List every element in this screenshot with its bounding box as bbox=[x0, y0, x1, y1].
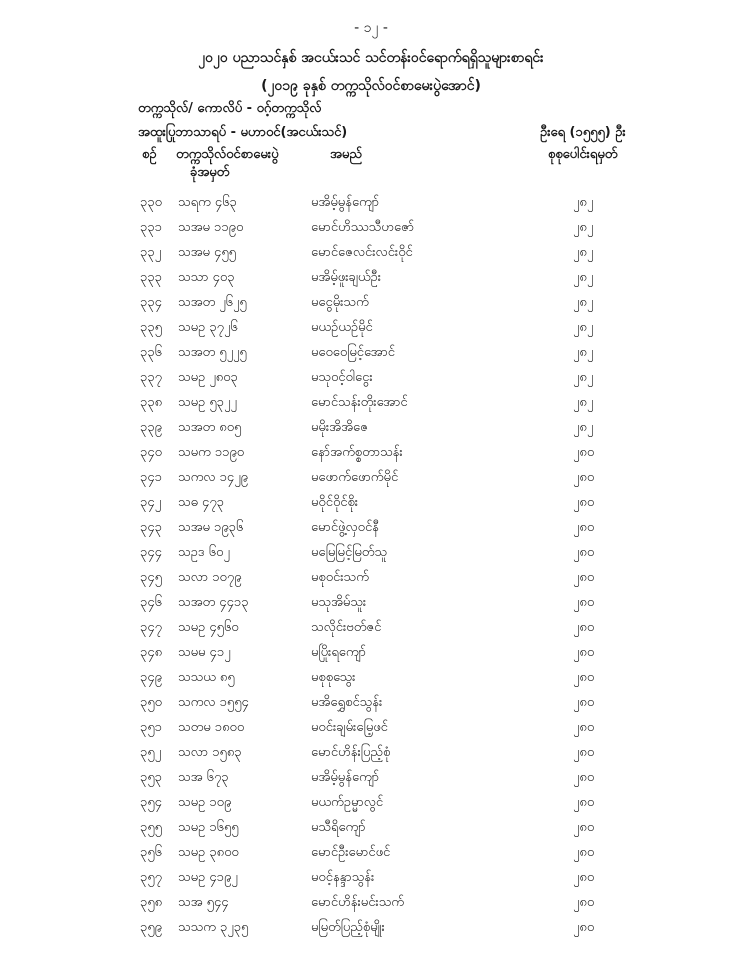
student-name: နော်အက်စ္စတာသန်း bbox=[311, 445, 403, 460]
table-row bbox=[0, 192, 742, 217]
exam-code: သအမ ၁၁၉၀ bbox=[178, 220, 244, 235]
total-marks: ၂၈၂ bbox=[573, 195, 594, 210]
row-number: ၃၃၅ bbox=[140, 320, 162, 335]
total-marks: ၂၈၀ bbox=[573, 620, 595, 635]
total-marks: ၂၈၂ bbox=[573, 345, 594, 360]
exam-code: သမက ၁၁၉၀ bbox=[178, 445, 245, 460]
total-marks: ၂၈၂ bbox=[573, 270, 594, 285]
total-marks: ၂၈၂ bbox=[573, 295, 594, 310]
table-row bbox=[0, 542, 742, 567]
table-row bbox=[0, 492, 742, 517]
student-name: မောင်ဟိန်းမင်းသက် bbox=[311, 895, 405, 910]
total-marks: ၂၈၀ bbox=[573, 545, 595, 560]
row-number: ၃၃၈ bbox=[140, 395, 163, 410]
exam-code: သသယ ၈၅ bbox=[178, 670, 235, 685]
total-marks: ၂၈၀ bbox=[573, 895, 595, 910]
exam-code: သမဥ ၅၃၂၂ bbox=[178, 395, 237, 410]
exam-code: သအတ ၄၄၁၃ bbox=[178, 595, 249, 610]
table-row bbox=[0, 742, 742, 767]
row-number: ၃၅၈ bbox=[140, 895, 163, 910]
total-marks: ၂၈၀ bbox=[573, 670, 595, 685]
table-row bbox=[0, 292, 742, 317]
row-number: ၃၅၉ bbox=[140, 920, 162, 935]
row-number: ၃၅၄ bbox=[140, 795, 162, 810]
student-name: မောင်ဖွဲ့လှဝင်နီ bbox=[311, 520, 379, 535]
row-number: ၃၃၃ bbox=[140, 270, 162, 285]
student-name: မအိမ့်မွန်ကျော် bbox=[311, 195, 380, 210]
student-name: မဝေဝေမြင့်အောင် bbox=[311, 345, 396, 360]
total-marks: ၂၈၀ bbox=[573, 920, 595, 935]
table-row bbox=[0, 217, 742, 242]
total-marks: ၂၈၂ bbox=[573, 370, 594, 385]
total-marks: ၂၈၀ bbox=[573, 495, 595, 510]
table-row bbox=[0, 642, 742, 667]
exam-code: သမမ ၄၁၂ bbox=[178, 645, 231, 660]
row-number: ၃၄၉ bbox=[140, 670, 162, 685]
table-row bbox=[0, 442, 742, 467]
table-row bbox=[0, 892, 742, 917]
student-name: မမိုးအိအိဇေ bbox=[311, 420, 368, 435]
student-name: မငွေမိုးသက် bbox=[311, 295, 369, 310]
row-number: ၃၃၆ bbox=[140, 345, 162, 360]
document-subtitle: (၂၀၁၉ ခုနှစ် တက္ကသိုလ်ဝင်စာမေးပွဲအောင်) bbox=[261, 78, 481, 94]
table-row bbox=[0, 592, 742, 617]
table-row bbox=[0, 567, 742, 592]
student-name: မအိမ့်မွန်ကျော် bbox=[311, 770, 380, 785]
total-marks: ၂၈၀ bbox=[573, 445, 595, 460]
row-number: ၃၃၁ bbox=[140, 220, 162, 235]
table-row bbox=[0, 692, 742, 717]
exam-code: သအတ ၅၂၂၅ bbox=[178, 345, 247, 360]
row-number: ၃၅၅ bbox=[140, 820, 162, 835]
total-marks: ၂၈၀ bbox=[573, 795, 595, 810]
student-name: မအိရွှေစင်သွန်း bbox=[311, 695, 383, 710]
exam-code: သတမ ၁၈၀၀ bbox=[178, 720, 245, 735]
row-number: ၃၄၂ bbox=[140, 495, 162, 510]
document-title: ၂၀၂၀ ပညာသင်နှစ် အငယ်းသင် သင်တန်းဝင်ရောက်ရရှိသူများစာရင်း bbox=[198, 50, 544, 66]
row-number: ၃၃၉ bbox=[140, 420, 162, 435]
student-name: မစုစုသွေး bbox=[311, 670, 356, 685]
total-marks: ၂၈၀ bbox=[573, 845, 595, 860]
row-number: ၃၃၄ bbox=[140, 295, 162, 310]
student-name: မမြတ်ပြည့်စုံမျိုး bbox=[311, 920, 385, 935]
exam-code: သရက ၄၆၃ bbox=[178, 195, 237, 210]
student-name: မယက်ဥမ္မာလွင် bbox=[311, 795, 384, 810]
row-number: ၃၅၇ bbox=[140, 870, 162, 885]
exam-code: သအမ ၄၅၅ bbox=[178, 245, 236, 260]
table-row bbox=[0, 617, 742, 642]
row-number: ၃၅၁ bbox=[140, 720, 162, 735]
total-marks: ၂၈၂ bbox=[573, 245, 594, 260]
row-number: ၃၅၀ bbox=[140, 695, 162, 710]
total-marks: ၂၈၀ bbox=[573, 520, 595, 535]
student-name: မပြိုးရကျော် bbox=[311, 645, 366, 660]
row-number: ၃၃၇ bbox=[140, 370, 162, 385]
column-header-name: အမည် bbox=[330, 147, 362, 162]
exam-code: သအမ ၁၉၃၆ bbox=[178, 520, 244, 535]
total-marks: ၂၈၀ bbox=[573, 720, 595, 735]
table-row bbox=[0, 417, 742, 442]
exam-code: သမဥ ၄၁၉၂ bbox=[178, 870, 238, 885]
student-name: မဝင့်နန္ဒာသွန်း bbox=[311, 870, 375, 885]
student-name: မမြေမြင့်မြတ်သူ bbox=[311, 545, 388, 560]
university-line: တက္ကသိုလ်/ ကောလိပ် - ဝဂ့်တက္ကသိုလ် bbox=[138, 101, 322, 116]
exam-code: သမဥ ၃၈၀၀ bbox=[178, 845, 239, 860]
exam-code: သသက ၃၂၃၅ bbox=[178, 920, 249, 935]
student-name: မစုဝင်းသက် bbox=[311, 570, 369, 585]
exam-code: သကလ ၁၅၅၄ bbox=[178, 695, 249, 710]
row-number: ၃၃၀ bbox=[140, 195, 162, 210]
total-count-header: ဦးရေ (၁၅၅၅) ဦး bbox=[540, 125, 626, 140]
table-row bbox=[0, 842, 742, 867]
page-number: - ၁၂ - bbox=[354, 20, 388, 36]
student-name: မသုအိမ်သူး bbox=[311, 595, 367, 610]
total-marks: ၂၈၀ bbox=[573, 745, 595, 760]
exam-code: သအ ၆၇၃ bbox=[178, 770, 229, 785]
student-name: မအိမ့်ဖူးချယ်ဦး bbox=[311, 270, 382, 285]
exam-code: သသာ ၄၀၃ bbox=[178, 270, 235, 285]
table-row bbox=[0, 317, 742, 342]
exam-code: သအတ ၈၀၅ bbox=[178, 420, 242, 435]
total-marks: ၂၈၀ bbox=[573, 570, 595, 585]
row-number: ၃၄၁ bbox=[140, 470, 162, 485]
table-row bbox=[0, 717, 742, 742]
row-number: ၃၅၂ bbox=[140, 745, 162, 760]
table-row bbox=[0, 767, 742, 792]
table-row bbox=[0, 392, 742, 417]
table-row bbox=[0, 367, 742, 392]
exam-code: သကလ ၁၄၂၉ bbox=[178, 470, 248, 485]
exam-code: သလာ ၁၀၇၉ bbox=[178, 570, 242, 585]
student-name: မသီရိကျော် bbox=[311, 820, 366, 835]
exam-code: သမဥ ၂၈၀၃ bbox=[178, 370, 238, 385]
total-marks: ၂၈၀ bbox=[573, 645, 595, 660]
column-header-exam-code-line2: ခုံအမှတ် bbox=[190, 165, 230, 180]
total-marks: ၂၈၀ bbox=[573, 595, 595, 610]
table-row bbox=[0, 867, 742, 892]
total-marks: ၂၈၂ bbox=[573, 395, 594, 410]
row-number: ၃၅၆ bbox=[140, 845, 162, 860]
total-marks: ၂၈၀ bbox=[573, 870, 595, 885]
row-number: ၃၄၃ bbox=[140, 520, 162, 535]
student-name: မသုဝင့်ဝါငွေး bbox=[311, 370, 373, 385]
row-number: ၃၅၃ bbox=[140, 770, 162, 785]
total-marks: ၂၈၂ bbox=[573, 320, 594, 335]
table-row bbox=[0, 792, 742, 817]
student-name: မောင်ဦးမောင်ဖင် bbox=[311, 845, 391, 860]
exam-code: သမဥ ၁၀၉ bbox=[178, 795, 232, 810]
row-number: ၃၄၅ bbox=[140, 570, 162, 585]
column-header-exam-code: တက္ကသိုလ်ဝင်စာမေးပွဲ bbox=[176, 147, 279, 162]
row-number: ၃၄၈ bbox=[140, 645, 163, 660]
exam-code: သဓ ၄၇၃ bbox=[178, 495, 224, 510]
student-name: မောင်ဇေလင်းလင်းဝိုင် bbox=[311, 245, 413, 260]
exam-code: သမဥ ၁၆၅၅ bbox=[178, 820, 239, 835]
exam-code: သလာ ၁၅၈၃ bbox=[178, 745, 242, 760]
table-row bbox=[0, 517, 742, 542]
total-marks: ၂၈၀ bbox=[573, 770, 595, 785]
exam-code: သမဥ ၄၅၆၀ bbox=[178, 620, 239, 635]
total-marks: ၂၈၀ bbox=[573, 820, 595, 835]
exam-code: သအ ၅၄၄ bbox=[178, 895, 229, 910]
table-row bbox=[0, 667, 742, 692]
exam-code: သအတ ၂၆၂၅ bbox=[178, 295, 247, 310]
student-list bbox=[0, 192, 742, 942]
table-row bbox=[0, 817, 742, 842]
table-row bbox=[0, 342, 742, 367]
student-name: မယဉ်ယဉ်မိုင် bbox=[311, 320, 373, 335]
row-number: ၃၄၄ bbox=[140, 545, 162, 560]
total-marks: ၂၈၀ bbox=[573, 695, 595, 710]
student-name: မောင်သန်းတိုးအောင် bbox=[311, 395, 408, 410]
student-name: မောင်ဟိဿသီဟဇော် bbox=[311, 220, 415, 235]
exam-code: သမဥ ၃၇၂၆ bbox=[178, 320, 238, 335]
row-number: ၃၄၇ bbox=[140, 620, 162, 635]
table-row bbox=[0, 917, 742, 942]
row-number: ၃၄၀ bbox=[140, 445, 162, 460]
table-row bbox=[0, 467, 742, 492]
table-row bbox=[0, 242, 742, 267]
exam-code: သဥဒ ၆၀၂ bbox=[178, 545, 230, 560]
total-marks: ၂၈၂ bbox=[573, 220, 594, 235]
column-header-total-marks: စုစုပေါင်းရမှတ် bbox=[548, 147, 618, 162]
student-name: မဝင်းချမ်းမြေ့ဖင် bbox=[311, 720, 388, 735]
row-number: ၃၃၂ bbox=[140, 245, 162, 260]
student-name: မဝိုင်ဝိုင်စိုး bbox=[311, 495, 359, 510]
major-line: အထူးပြုဘာသာရပ် - မဟာဝင်(အငယ်းသင်) bbox=[138, 125, 348, 140]
column-header-number: စဉ် bbox=[142, 147, 157, 162]
table-row bbox=[0, 267, 742, 292]
student-name: သလိုင်းဗတ်ဇင် bbox=[311, 620, 382, 635]
student-name: မဖောက်ဖောက်မိုင် bbox=[311, 470, 399, 485]
total-marks: ၂၈၂ bbox=[573, 420, 594, 435]
total-marks: ၂၈၀ bbox=[573, 470, 595, 485]
student-name: မောင်ဟိန်းပြည့်စုံ bbox=[311, 745, 391, 760]
row-number: ၃၄၆ bbox=[140, 595, 162, 610]
